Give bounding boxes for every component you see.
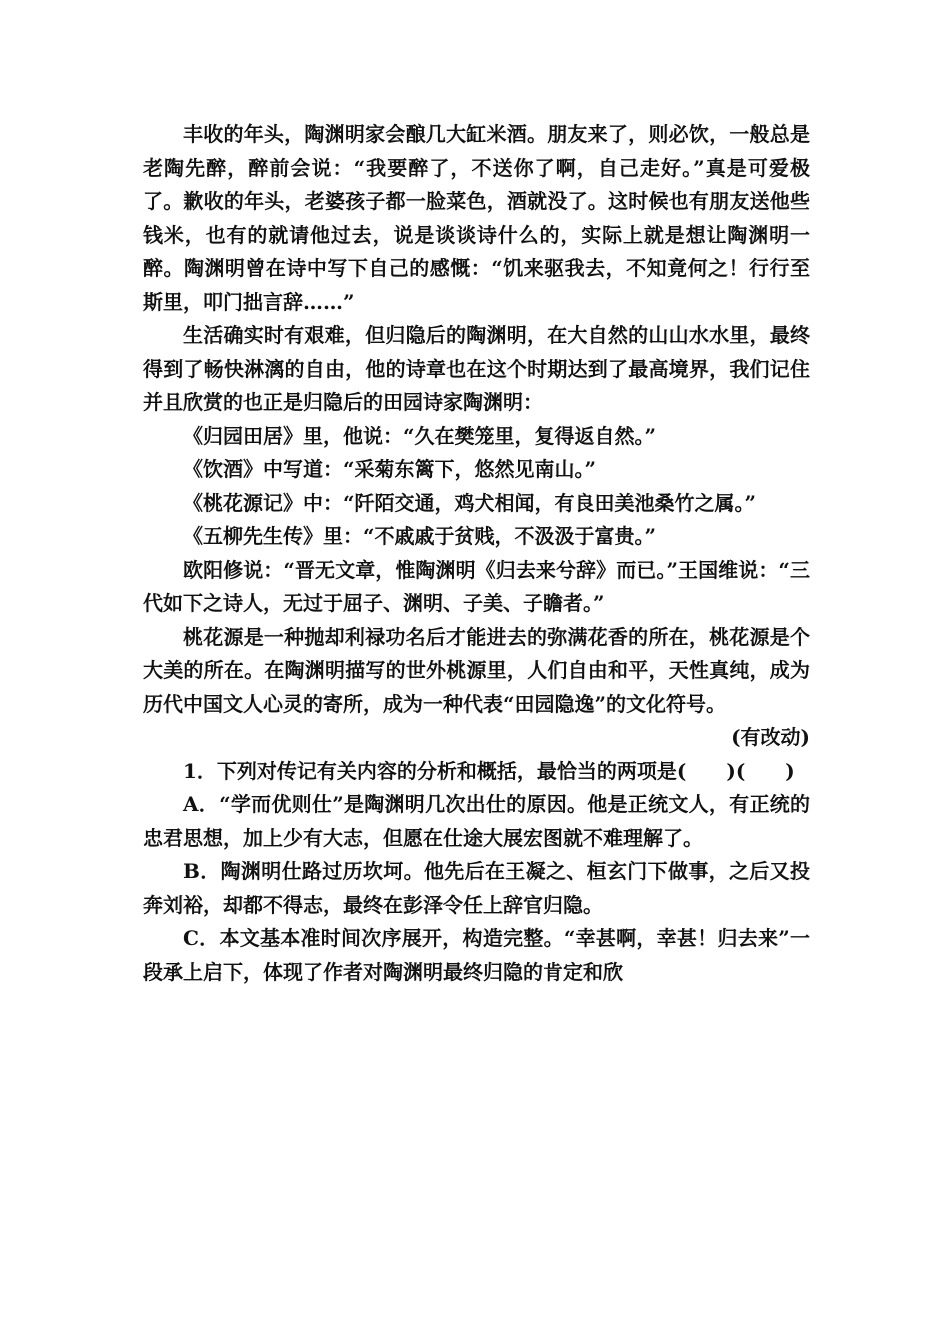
quote-yinjiu: 《饮酒》中写道：“采菊东篱下，悠然见南山。” bbox=[183, 457, 597, 481]
paragraph-critics: 欧阳修说：“晋无文章，惟陶渊明《归去来兮辞》而已。”王国维说：“三代如下之诗人，无过于屈子、渊明、子美、子瞻者。” bbox=[143, 557, 810, 615]
quote-taohuayuanji: 《桃花源记》中：“阡陌交通，鸡犬相闻，有良田美池桑竹之属。” bbox=[183, 490, 757, 515]
option-b: B．陶渊明仕路过历坎坷。他先后在王凝之、桓玄门下做事，之后又投奔刘裕，却都不得志，最终在彭泽令任上辞官归隐。 bbox=[143, 859, 810, 917]
paragraph-taohuayuan: 桃花源是一种抛却利禄功名后才能进去的弥满花香的所在，桃花源是个大美的所在。在陶渊明描写的世外桃源里，人们自由和平，天性真纯，成为历代中国文人心灵的寄所，成为一种代表“田园隐逸”的文化符号。 bbox=[143, 624, 810, 716]
quote-guiyuantianju: 《归园田居》里，他说：“久在樊笼里，复得返自然。” bbox=[183, 423, 657, 448]
question-stem: 1．下列对传记有关内容的分析和概括，最恰当的两项是( )( ) bbox=[183, 758, 795, 783]
source-note: (有改动) bbox=[731, 725, 810, 749]
quote-wuliuxiansheng: 《五柳先生传》里：“不戚戚于贫贱，不汲汲于富贵。” bbox=[183, 524, 657, 548]
option-a: A．“学而优则仕”是陶渊明几次出仕的原因。他是正统文人，有正统的忠君思想，加上少有大志，但愿在仕途大展宏图就不难理解了。 bbox=[143, 792, 810, 850]
option-c: C．本文基本准时间次序展开，构造完整。“幸甚啊，幸甚！归去来”一段承上启下，体现了作者对陶渊明最终归隐的肯定和欣 bbox=[143, 926, 810, 984]
paragraph-wine: 丰收的年头，陶渊明家会酿几大缸米酒。朋友来了，则必饮，一般总是老陶先醉，醉前会说：“我要醉了，不送你了啊，自己走好。”真是可爱极了。歉收的年头，老婆孩子都一脸菜色，酒就没了。这时候也有朋友送他些钱米，也有的就请他过去，说是谈谈诗什么的，实际上就是想让陶渊明一醉。陶渊明曾在诗中写下自己的感慨：“饥来驱我去，不知竟何之！行行至斯里，叩门拙言辞……” bbox=[143, 122, 810, 314]
paragraph-reclusion: 生活确实时有艰难，但归隐后的陶渊明，在大自然的山山水水里，最终得到了畅快淋漓的自由，他的诗章也在这个时期达到了最高境界，我们记住并且欣赏的也正是归隐后的田园诗家陶渊明： bbox=[143, 323, 810, 414]
